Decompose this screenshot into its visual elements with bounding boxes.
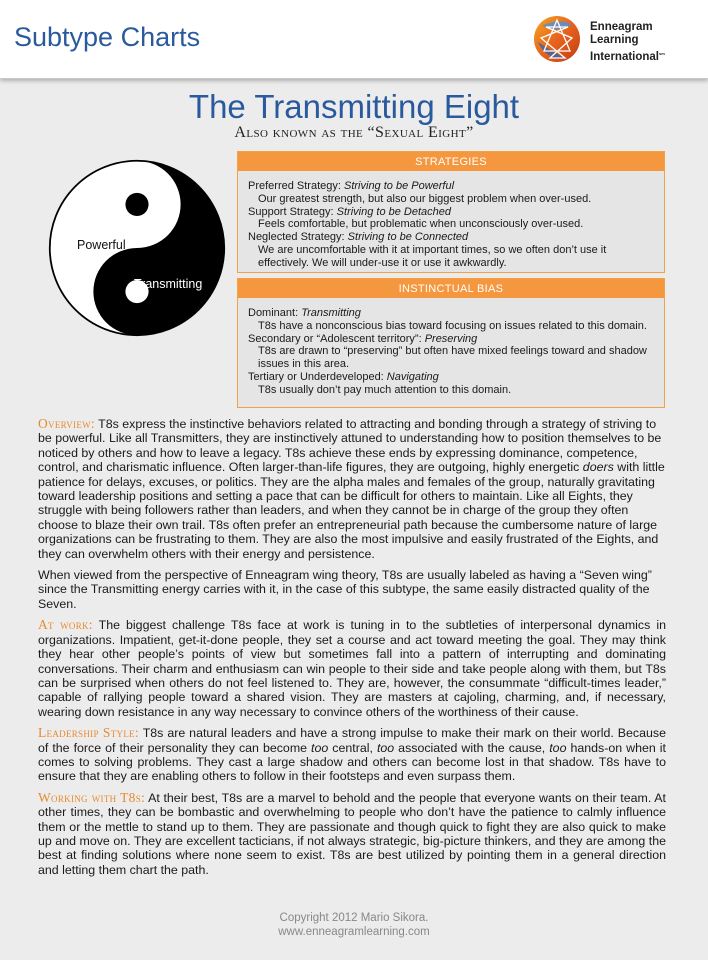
page-subtitle: Also known as the “Sexual Eight” <box>234 124 474 141</box>
at-work-paragraph: At work: The biggest challenge T8s face at work is tuning in to the subtleties of interpersonal dynamics in organizations. Impatient, get-it-done people, they set a course and act toward meeting the goal. They may think they hear other people’s points of view but sometimes fall into a pattern of interrupting and dominating conversations. Their charm and enthusiasm can win people to their side and take people along with them, but T8s can be surprised when others do not feel listened to. They are, however, the consummate “difficult-times leader,” capable of rallying people toward a shared vision. They are masters at cajoling, charming, and, if necessary, wearing down resistance in any way necessary to convince others of the worthiness of their cause. <box>38 617 666 719</box>
instinctual-bias-panel <box>237 278 665 408</box>
strategies-body <box>238 171 664 270</box>
neglected-strategy-desc: We are uncomfortable with it at important times, so we often don’t use it effectively. We will under-use it or use it awkwardly. <box>258 243 607 269</box>
copyright-text: Copyright 2012 Mario Sikora. <box>279 912 429 924</box>
footer-url-link[interactable]: www.enneagramlearning.com <box>278 925 430 938</box>
instinctual-heading: INSTINCTUAL BIAS <box>238 279 664 298</box>
wing-paragraph: When viewed from the perspective of Enneagram wing theory, T8s are usually labeled as having a “Seven wing” since the Transmitting energy carries with it, in the case of this subtype, the same easily distracted quality of the Seven. <box>38 568 652 611</box>
instinctual-body <box>238 298 664 397</box>
secondary-instinct: Secondary or “Adolescent territory”: Preserving <box>248 332 478 345</box>
tertiary-instinct-desc: T8s usually don’t pay much attention to this domain. <box>258 383 512 396</box>
support-strategy: Support Strategy: Striving to be Detached <box>248 205 452 218</box>
support-strategy-desc: Feels comfortable, but problematic when unconsciously over-used. <box>258 218 584 231</box>
working-with-heading: Working with T8s: <box>38 789 146 805</box>
page-footer <box>0 912 708 939</box>
overview-paragraph: Overview: T8s express the instinctive behaviors related to attracting and bonding through a strategy of striving to be powerful. Like all Transmitters, they are instinctively attuned to understanding how to position themselves to be noticed by others and how to leave a legacy. T8s achieve these ends by expressing dominance, competence, control, and charismatic influence. Often larger-than-life figures, they are outgoing, highly energetic doers with little patience for delays, excuses, or politics. They are the alpha males and females of the group, naturally gravitating toward leadership positions and setting a pace that can be difficult for others to maintain. Like all Eights, they struggle with being followers rather than leaders, and when they cannot be in charge of the group they often choose to blaze their own trail. T8s often prefer an entrepreneurial path because the cumbersome nature of large organizations can be frustrating to them. They are also the most impulsive and easily frustrated of the Eights, and they can overwhelm others with their energy and persistence. <box>38 416 665 561</box>
page-title: The Transmitting Eight <box>188 88 520 125</box>
preferred-strategy: Preferred Strategy: Striving to be Powerful <box>248 180 455 192</box>
neglected-strategy: Neglected Strategy: Striving to be Connected <box>248 231 469 244</box>
leadership-paragraph: Leadership Style: T8s are natural leaders and have a strong impulse to make their mark on their world. Because of the force of their personality they can become too central, too associated with the cause, too hands-on when it comes to solving problems. They cast a large shadow and others can become lost in that shadow. T8s have to ensure that they are enabling others to follow in their footsteps and even surpass them. <box>38 725 666 784</box>
logo-text <box>590 21 665 64</box>
enneagram-logo-icon <box>532 14 582 64</box>
leadership-heading: Leadership Style: <box>38 725 139 741</box>
logo-line-2: Learning <box>590 34 639 46</box>
logo-mark-sup: sm <box>659 51 665 56</box>
dominant-instinct-desc: T8s have a nonconscious bias toward focusing on issues related to this domain. <box>258 319 647 332</box>
preferred-strategy-desc: Our greatest strength, but also our biggest problem when over-used. <box>258 192 592 205</box>
dominant-instinct: Dominant: Transmitting <box>248 307 361 319</box>
strategies-heading: STRATEGIES <box>238 152 664 171</box>
strategies-panel <box>237 151 665 273</box>
page-header <box>0 0 708 79</box>
secondary-instinct-desc: T8s are drawn to “preserving” but often have mixed feelings toward and shadow issues in this area. <box>258 345 647 371</box>
at-work-heading: At work: <box>38 617 93 633</box>
working-with-paragraph: Working with T8s: At their best, T8s are a marvel to behold and the people that everyone wants on their team. At other times, they can be bombastic and overwhelming to people who don’t have the patience to calmly influence them or the mettle to stand up to them. They are passionate and though quick to fight they are also quick to make up and move on. They are excellent tacticians, if not always strategic, big-picture thinkers, and they are among the best at finding solutions where none seem to exist. T8s are best utilized by pointing them in a general direction and letting them chart the path. <box>38 789 667 877</box>
logo-line-3: International$^{sm}$ <box>590 50 665 63</box>
yin-yang-label-powerful: Powerful <box>77 238 126 252</box>
header-title: Subtype Charts <box>14 22 201 52</box>
logo-line-1: Enneagram <box>590 21 653 33</box>
tertiary-instinct: Tertiary or Underdeveloped: Navigating <box>248 370 439 383</box>
overview-heading: Overview: <box>38 416 95 431</box>
yin-yang-label-transmitting: Transmitting <box>134 277 203 291</box>
yin-yang-icon <box>48 159 226 337</box>
body-text <box>38 417 666 884</box>
